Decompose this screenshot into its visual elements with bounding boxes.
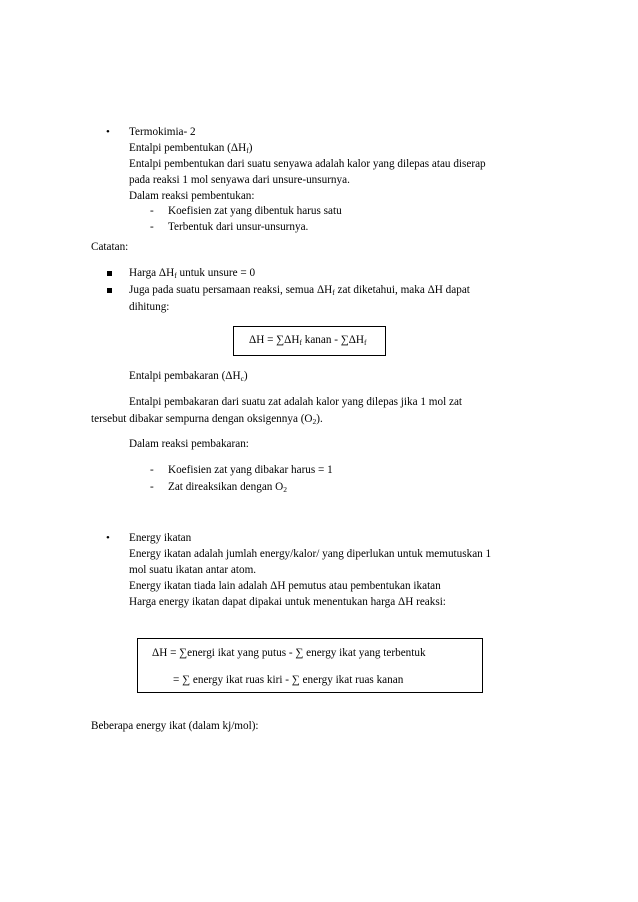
text-line: pada reaksi 1 mol senyawa dari unsure-unsurnya.: [129, 174, 350, 186]
text-line: Energy ikatan adalah jumlah energy/kalor/ yang diperlukan untuk memutuskan 1: [129, 548, 492, 560]
catatan-label: Catatan:: [91, 241, 129, 253]
formula-ikatan-line1: ΔH = ∑energi ikat yang putus - ∑ energy ikat yang terbentuk: [152, 647, 426, 659]
dash-marker: -: [150, 481, 154, 493]
text-line: tersebut dibakar sempurna dengan oksigennya $(O_2)$.: [91, 413, 323, 426]
dash-marker: -: [150, 205, 154, 217]
text-line: Entalpi pembakaran dari suatu zat adalah kalor yang dilepas jika 1 mol zat: [129, 396, 463, 408]
text-line: Dalam reaksi pembakaran:: [129, 438, 249, 450]
formula-pembentukan: $\Delta H = \sum\Delta H_f$ kanan - $\sum\Delta H_f$: [249, 334, 367, 347]
text-line: dihitung:: [129, 301, 170, 313]
list-item: Koefisien zat yang dibakar harus = 1: [168, 464, 333, 476]
text-line: Entalpi pembentukan dari suatu senyawa adalah kalor yang dilepas atau diserap: [129, 158, 486, 170]
text-line: Beberapa energy ikat (dalam kj/mol):: [91, 720, 259, 732]
dash-marker: -: [150, 221, 154, 233]
formula-ikatan-line2: = ∑ energy ikat ruas kiri - ∑ energy ikat ruas kanan: [173, 674, 404, 686]
bullet-termokimia: •: [106, 126, 110, 138]
section-title-energy-ikatan: Energy ikatan: [129, 532, 192, 544]
catatan-item: Harga $\Delta H_f$ untuk unsure = 0: [129, 267, 256, 280]
dash-marker: -: [150, 464, 154, 476]
catatan-item: Juga pada suatu persamaan reaksi, semua $\Delta H_f$ zat diketahui, maka ΔH dapat: [129, 284, 470, 297]
text-line: mol suatu ikatan antar atom.: [129, 564, 257, 576]
text-line: Harga energy ikatan dapat dipakai untuk menentukan harga ΔH reaksi:: [129, 596, 446, 608]
section-title-termokimia: Termokimia- 2: [129, 126, 196, 138]
list-item: Koefisien zat yang dibentuk harus satu: [168, 205, 342, 217]
square-bullet-icon: [107, 271, 112, 276]
bullet-energy-ikatan: •: [106, 532, 110, 544]
square-bullet-icon: [107, 288, 112, 293]
heading-entalpi-pembakaran: Entalpi pembakaran $(\Delta H_c)$: [129, 370, 248, 383]
list-item: Zat direaksikan dengan $O_2$: [168, 481, 288, 494]
text-line: Energy ikatan tiada lain adalah ΔH pemutus atau pembentukan ikatan: [129, 580, 441, 592]
text-line: Dalam reaksi pembentukan:: [129, 190, 255, 202]
heading-entalpi-pembentukan: Entalpi pembentukan $(\Delta H_f)$: [129, 142, 253, 155]
list-item: Terbentuk dari unsur-unsurnya.: [168, 221, 309, 233]
